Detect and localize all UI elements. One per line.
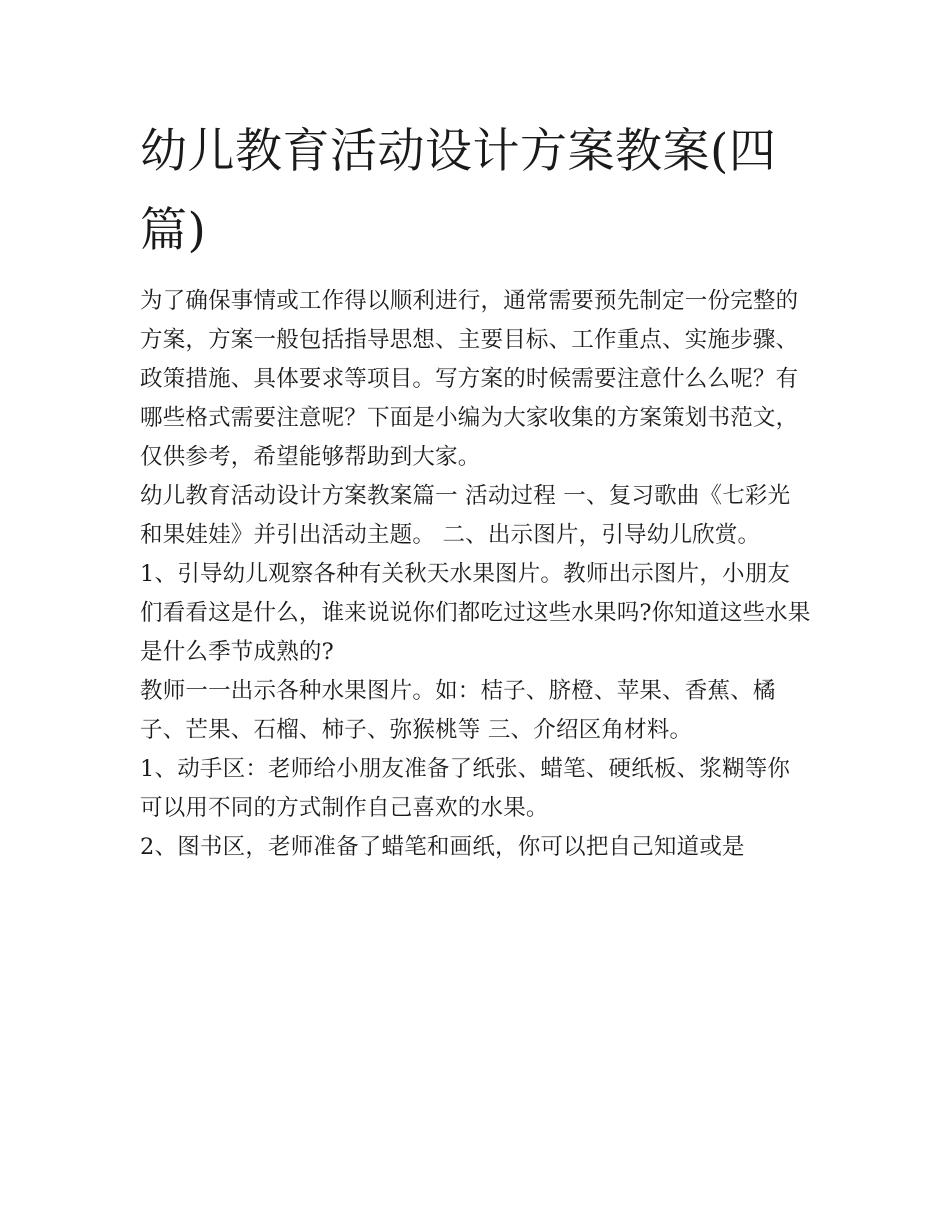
paragraph-book-area: 2、图书区，老师准备了蜡笔和画纸，你可以把自己知道或是 bbox=[140, 834, 745, 860]
paragraph-activity-process: 幼儿教育活动设计方案教案篇一 活动过程 一、复习歌曲《七彩光和果娃娃》并引出活动主题。 二、出示图片，引导幼儿欣赏。 bbox=[140, 483, 791, 548]
document-title: 幼儿教育活动设计方案教案(四篇) bbox=[140, 124, 777, 258]
title-spacer bbox=[140, 270, 812, 282]
paragraph-hands-on-area: 1、动手区：老师给小朋友准备了纸张、蜡笔、硬纸板、浆糊等你可以用不同的方式制作自己喜欢的水果。 bbox=[140, 756, 791, 821]
paragraph-observe-fruits: 1、引导幼儿观察各种有关秋天水果图片。教师出示图片，小朋友们看看这是什么，谁来说说你们都吃过这些水果吗?你知道这些水果是什么季节成熟的? bbox=[140, 561, 811, 665]
intro-paragraph: 为了确保事情或工作得以顺利进行，通常需要预先制定一份完整的方案，方案一般包括指导思想、主要目标、工作重点、实施步骤、政策措施、具体要求等项目。写方案的时候需要注意什么么呢？有哪些格式需要注意呢？下面是小编为大家收集的方案策划书范文，仅供参考，希望能够帮助到大家。 bbox=[140, 288, 799, 470]
paragraph-show-fruit-pictures: 教师一一出示各种水果图片。如：桔子、脐橙、苹果、香蕉、橘子、芒果、石榴、柿子、弥猴桃等 三、介绍区角材料。 bbox=[140, 678, 776, 743]
document-body bbox=[140, 112, 812, 867]
